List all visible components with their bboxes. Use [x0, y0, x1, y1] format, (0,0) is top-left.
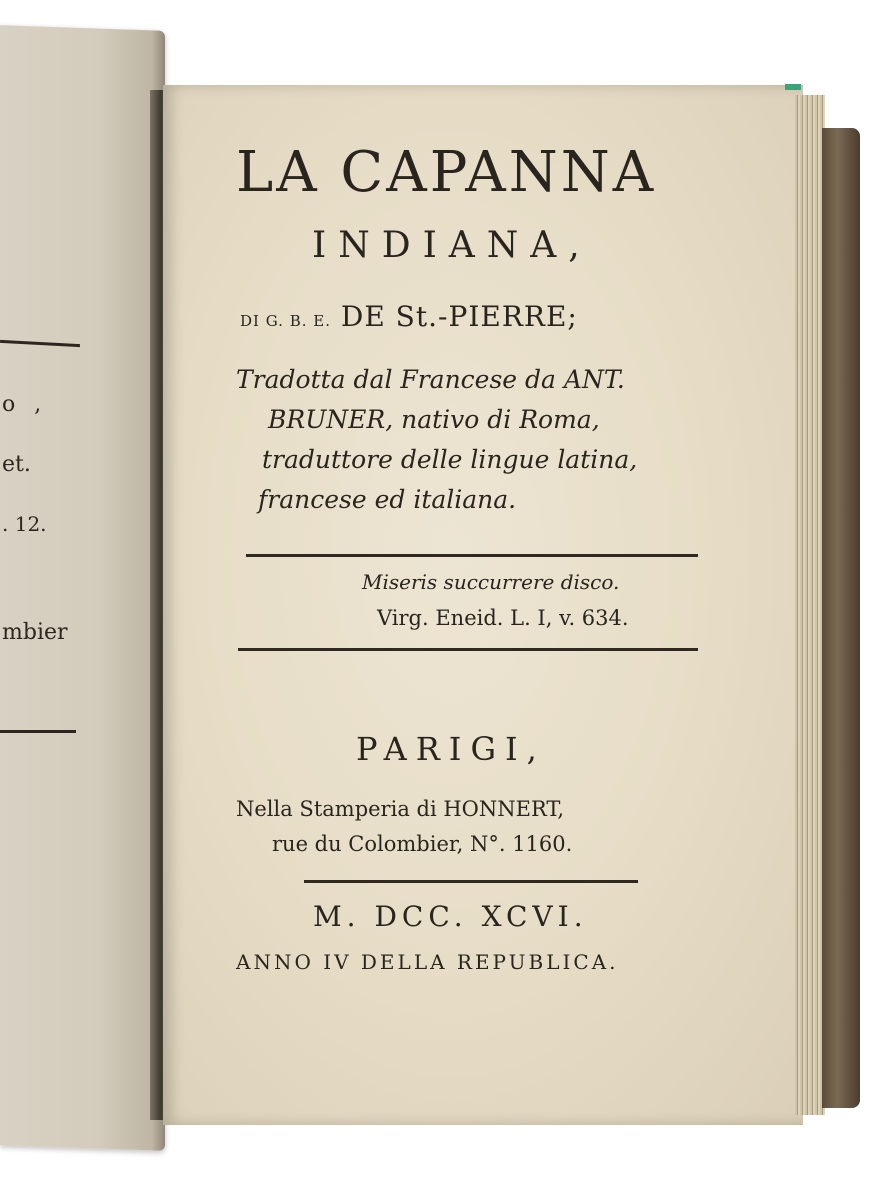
- translation-line: traduttore delle lingue latina,: [262, 445, 638, 474]
- left-page: [0, 25, 165, 1151]
- book-title: LA CAPANNA: [236, 140, 657, 205]
- motto-source: Virg. Eneid. L. I, v. 634.: [377, 606, 629, 630]
- left-page-fragment: . 12.: [2, 512, 47, 536]
- translation-line: Tradotta dal Francese da ANT.: [236, 365, 625, 394]
- page-edges: [795, 95, 825, 1115]
- imprint-city: PARIGI,: [356, 730, 546, 768]
- ribbon-edge: [785, 84, 801, 90]
- printer-address: rue du Colombier, N°. 1160.: [272, 832, 573, 856]
- divider-rule: [304, 880, 638, 883]
- printer-line: Nella Stamperia di HONNERT,: [236, 797, 564, 821]
- left-page-fragment: et.: [2, 452, 31, 477]
- left-page-fragment: o ,: [2, 392, 48, 417]
- author-name: DE St.-PIERRE;: [340, 300, 578, 333]
- translation-line: BRUNER, nativo di Roma,: [268, 405, 600, 434]
- republic-year: ANNO IV DELLA REPUBLICA.: [236, 950, 619, 974]
- divider-rule: [246, 554, 698, 557]
- motto: Miseris succurrere disco.: [362, 570, 620, 594]
- left-page-fragment: mbier: [2, 620, 68, 645]
- author-line: [240, 300, 578, 333]
- imprint-year: M. DCC. XCVI.: [313, 900, 588, 933]
- left-page-rule-bottom: [0, 730, 76, 733]
- translation-line: francese ed italiana.: [258, 485, 517, 514]
- divider-rule: [238, 648, 698, 651]
- book-subtitle: INDIANA,: [312, 225, 592, 266]
- book-spine: [822, 128, 860, 1108]
- author-prefix: DI G. B. E.: [240, 312, 331, 330]
